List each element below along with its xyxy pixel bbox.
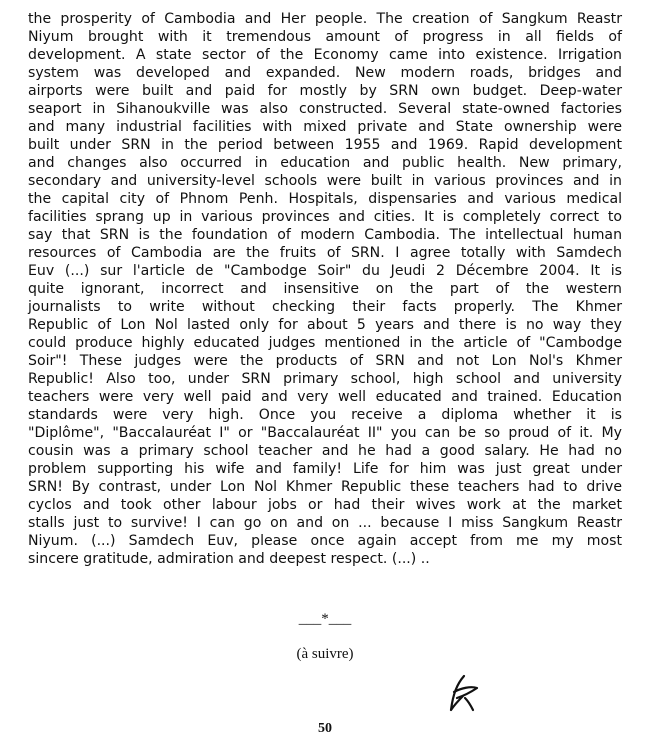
text-line: seaport in Sihanoukville was also constructed. Several state-owned factories xyxy=(28,101,622,117)
text-line: the capital city of Phnom Penh. Hospitals, dispensaries and various medical xyxy=(28,191,622,207)
text-line: Republic of Lon Nol lasted only for about 5 years and there is no way they xyxy=(28,317,622,333)
text-line: Republic! Also too, under SRN primary school, high school and university xyxy=(28,371,622,387)
text-line: resources of Cambodia are the fruits of SRN. I agree totally with Samdech xyxy=(28,245,622,261)
text-line: journalists to write without checking their facts properly. The Khmer xyxy=(28,299,622,315)
text-line: could produce highly educated judges mentioned in the article of "Cambodge xyxy=(28,335,622,351)
text-line: and many industrial facilities with mixed private and State ownership were xyxy=(28,119,622,135)
text-line: system was developed and expanded. New modern roads, bridges and xyxy=(28,65,622,81)
text-line: facilities sprang up in various provinces and cities. It is completely correct to xyxy=(28,209,622,225)
signature-mark xyxy=(445,674,481,714)
text-line: sincere gratitude, admiration and deepest respect. (...) .. xyxy=(28,551,430,567)
text-line: "Diplôme", "Baccalauréat I" or "Baccalauréat II" you can be so proud of it. My xyxy=(28,425,622,441)
text-line: teachers were very well paid and very well educated and trained. Education xyxy=(28,389,622,405)
text-line: standards were very high. Once you receive a diploma whether it is xyxy=(28,407,622,423)
text-line: airports were built and paid for mostly by SRN own budget. Deep-water xyxy=(28,83,622,99)
text-line: development. A state sector of the Economy came into existence. Irrigation xyxy=(28,47,622,63)
text-line: Soir"! These judges were the products of SRN and not Lon Nol's Khmer xyxy=(28,353,622,369)
text-line: cyclos and took other labour jobs or had their wives work at the market xyxy=(28,497,622,513)
text-line: cousin was a primary school teacher and he had a good salary. He had no xyxy=(28,443,622,459)
text-line: built under SRN in the period between 1955 and 1969. Rapid development xyxy=(28,137,622,153)
text-line: say that SRN is the foundation of modern Cambodia. The intellectual human xyxy=(28,227,622,243)
text-line: stalls just to survive! I can go on and on ... because I miss Sangkum Reastr xyxy=(28,515,622,531)
continued-note: (à suivre) xyxy=(296,646,354,662)
text-line: SRN! By contrast, under Lon Nol Khmer Republic these teachers had to drive xyxy=(28,479,622,495)
text-line: problem supporting his wife and family! Life for him was just great under xyxy=(28,461,622,477)
text-line: and changes also occurred in education and public health. New primary, xyxy=(28,155,622,171)
page-number: 50 xyxy=(318,721,332,736)
text-line: Niyum. (...) Samdech Euv, please once again accept from me my most xyxy=(28,533,622,549)
text-line: secondary and university-level schools were built in various provinces and in xyxy=(28,173,622,189)
text-line: Niyum brought with it tremendous amount of progress in all fields of xyxy=(28,29,622,45)
section-separator: ___*___ xyxy=(298,611,352,627)
text-line: Euv (...) sur l'article de "Cambodge Soir" du Jeudi 2 Décembre 2004. It is xyxy=(28,263,622,279)
text-line: quite ignorant, incorrect and insensitive on the part of the western xyxy=(28,281,622,297)
text-line: the prosperity of Cambodia and Her people. The creation of Sangkum Reastr xyxy=(28,11,622,27)
